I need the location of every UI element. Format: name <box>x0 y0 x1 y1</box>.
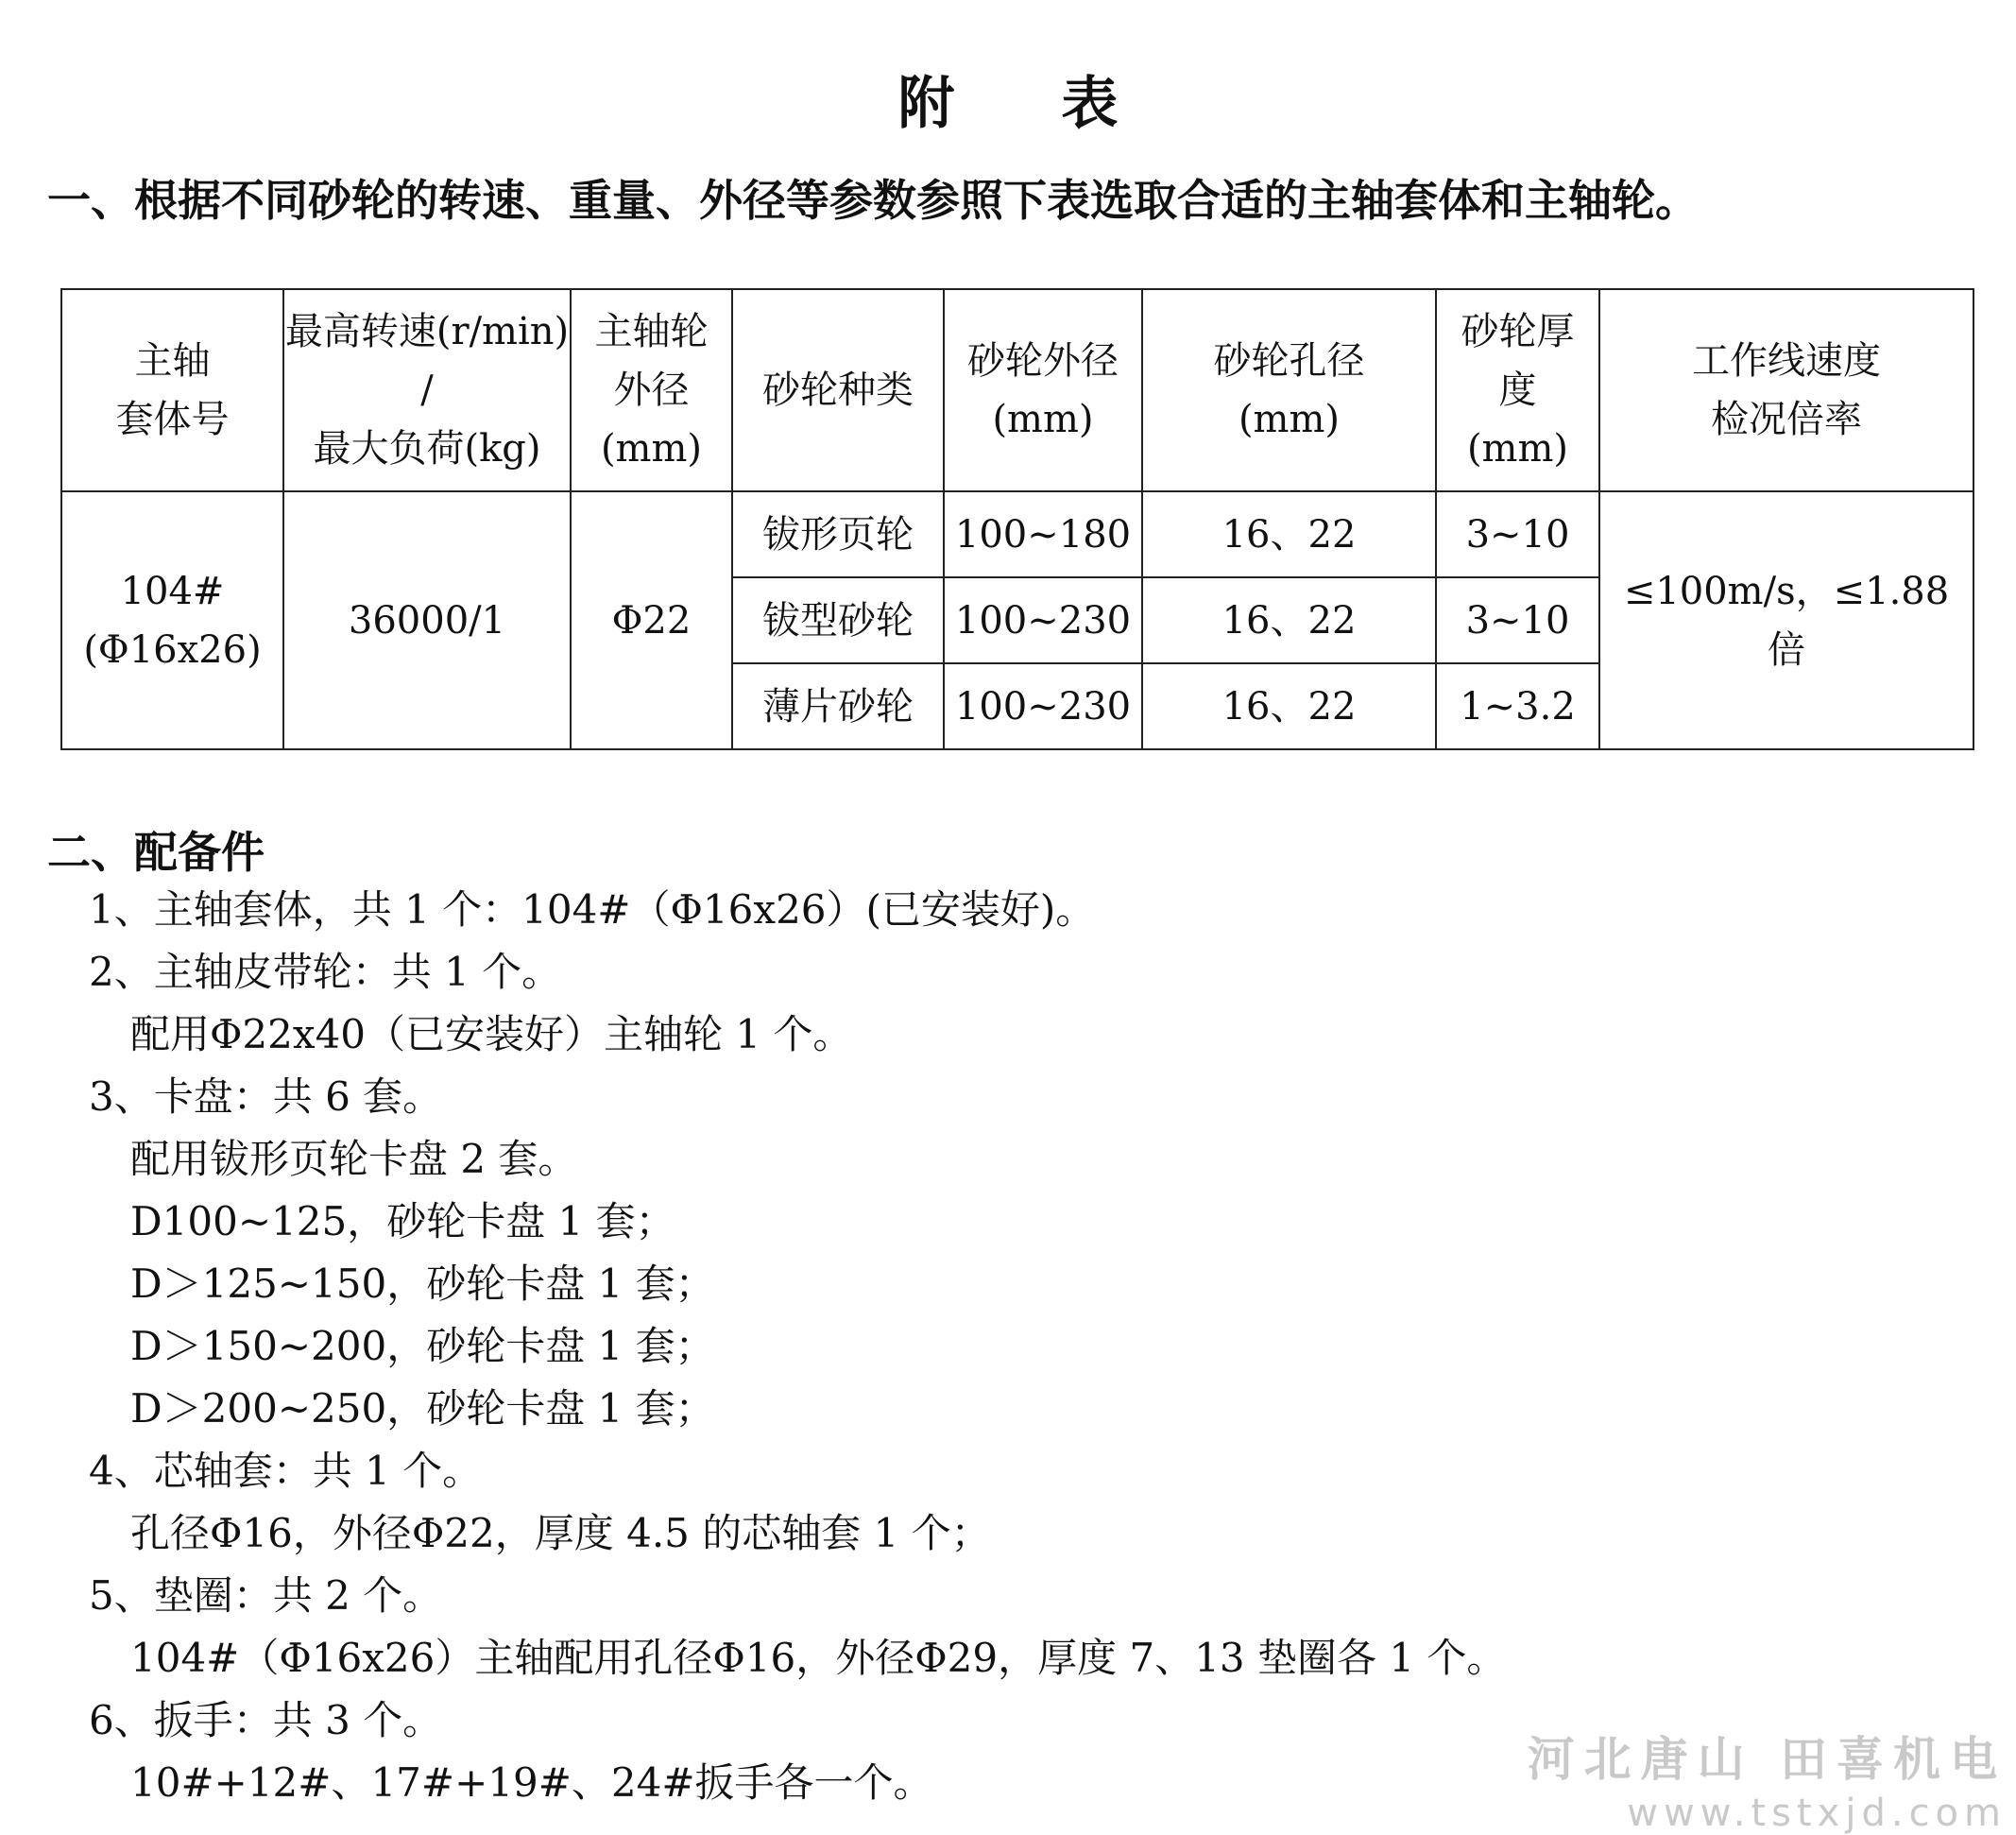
header-line: (mm) <box>1238 398 1341 441</box>
list-item: 4、芯轴套：共 1 个。 <box>89 1448 483 1494</box>
list-item: D＞200~250，砂轮卡盘 1 套； <box>130 1385 715 1432</box>
list-item: 2、主轴皮带轮：共 1 个。 <box>89 949 562 995</box>
cell-grinding-type: 钹形页轮 <box>732 491 944 577</box>
cell-grinding-thickness: 3~10 <box>1436 491 1599 577</box>
cell-line: (Φ16x26) <box>83 627 262 672</box>
list-item: 3、卡盘：共 6 套。 <box>89 1073 443 1120</box>
cell-grinding-od: 100~180 <box>944 491 1142 577</box>
header-line: 最高转速(r/min) <box>284 310 570 353</box>
header-line: 度 <box>1498 369 1537 412</box>
cell-grinding-bore: 16、22 <box>1142 577 1436 663</box>
cell-grinding-od: 100~230 <box>944 663 1142 749</box>
list-item: D＞125~150，砂轮卡盘 1 套； <box>130 1260 715 1307</box>
header-grinding-thickness <box>1436 289 1599 491</box>
watermark-company: 河北唐山 田喜机电 <box>1527 1732 2007 1787</box>
cell-wheel-od: Φ22 <box>571 491 732 749</box>
header-grinding-od <box>944 289 1142 491</box>
header-spindle-no <box>61 289 283 491</box>
header-line: 外径 <box>613 369 690 412</box>
header-line: 主轴 <box>134 339 211 383</box>
header-line: 检况倍率 <box>1711 398 1862 441</box>
list-item: D＞150~200，砂轮卡盘 1 套； <box>130 1323 715 1369</box>
cell-grinding-bore: 16、22 <box>1142 663 1436 749</box>
list-item: 6、扳手：共 3 个。 <box>89 1697 443 1743</box>
cell-grinding-thickness: 3~10 <box>1436 577 1599 663</box>
header-line: 最大负荷(kg) <box>313 427 541 471</box>
cell-grinding-type: 薄片砂轮 <box>732 663 944 749</box>
cell-grinding-thickness: 1~3.2 <box>1436 663 1599 749</box>
list-item: 配用Φ22x40（已安装好）主轴轮 1 个。 <box>130 1011 853 1057</box>
list-item: 孔径Φ16，外径Φ22，厚度 4.5 的芯轴套 1 个； <box>130 1510 991 1556</box>
header-line: (mm) <box>600 427 703 471</box>
header-line: 主轴轮 <box>594 310 709 353</box>
header-line: 砂轮孔径 <box>1213 339 1365 383</box>
list-item: 5、垫圈：共 2 个。 <box>89 1572 443 1619</box>
section-1-heading: 一、根据不同砂轮的转速、重量、外径等参数参照下表选取合适的主轴套体和主轴轮。 <box>47 175 1699 226</box>
cell-grinding-od: 100~230 <box>944 577 1142 663</box>
cell-line: 104# <box>120 569 225 613</box>
watermark <box>1528 1722 2007 1835</box>
header-line: (mm) <box>1466 427 1569 471</box>
header-grinding-bore <box>1142 289 1436 491</box>
cell-speed-ratio: ≤100m/s，≤1.88 倍 <box>1599 491 1973 749</box>
header-line: 砂轮厚 <box>1461 310 1575 353</box>
header-line: 套体号 <box>115 398 230 441</box>
header-line: 工作线速度 <box>1692 339 1881 383</box>
list-item: 10#+12#、17#+19#、24#扳手各一个。 <box>130 1759 933 1806</box>
list-item: 1、主轴套体，共 1 个：104#（Φ16x26）(已安装好)。 <box>89 886 1096 933</box>
section-2-heading: 二、配备件 <box>47 827 265 878</box>
header-wheel-od <box>571 289 732 491</box>
list-item: 104#（Φ16x26）主轴配用孔径Φ16，外径Φ29，厚度 7、13 垫圈各 1 个。 <box>130 1635 1507 1681</box>
cell-grinding-type: 钹型砂轮 <box>732 577 944 663</box>
table-row <box>61 491 1973 577</box>
spec-table <box>60 288 1974 750</box>
header-speed-load <box>283 289 571 491</box>
page-title: 附 表 <box>897 71 1162 137</box>
table-header-row <box>61 289 1973 491</box>
header-grinding-type <box>732 289 944 491</box>
header-line: 砂轮外径 <box>967 339 1119 383</box>
list-item: D100~125，砂轮卡盘 1 套； <box>130 1198 675 1244</box>
cell-grinding-bore: 16、22 <box>1142 491 1436 577</box>
cell-spindle-no <box>61 491 283 749</box>
header-line: 砂轮种类 <box>762 369 914 412</box>
header-line: / <box>420 369 434 412</box>
cell-speed-load: 36000/1 <box>283 491 571 749</box>
list-item: 配用钹形页轮卡盘 2 套。 <box>130 1136 578 1182</box>
header-line-speed <box>1599 289 1973 491</box>
watermark-url: www.tstxjd.com <box>1627 1792 2007 1835</box>
header-line: (mm) <box>992 398 1094 441</box>
